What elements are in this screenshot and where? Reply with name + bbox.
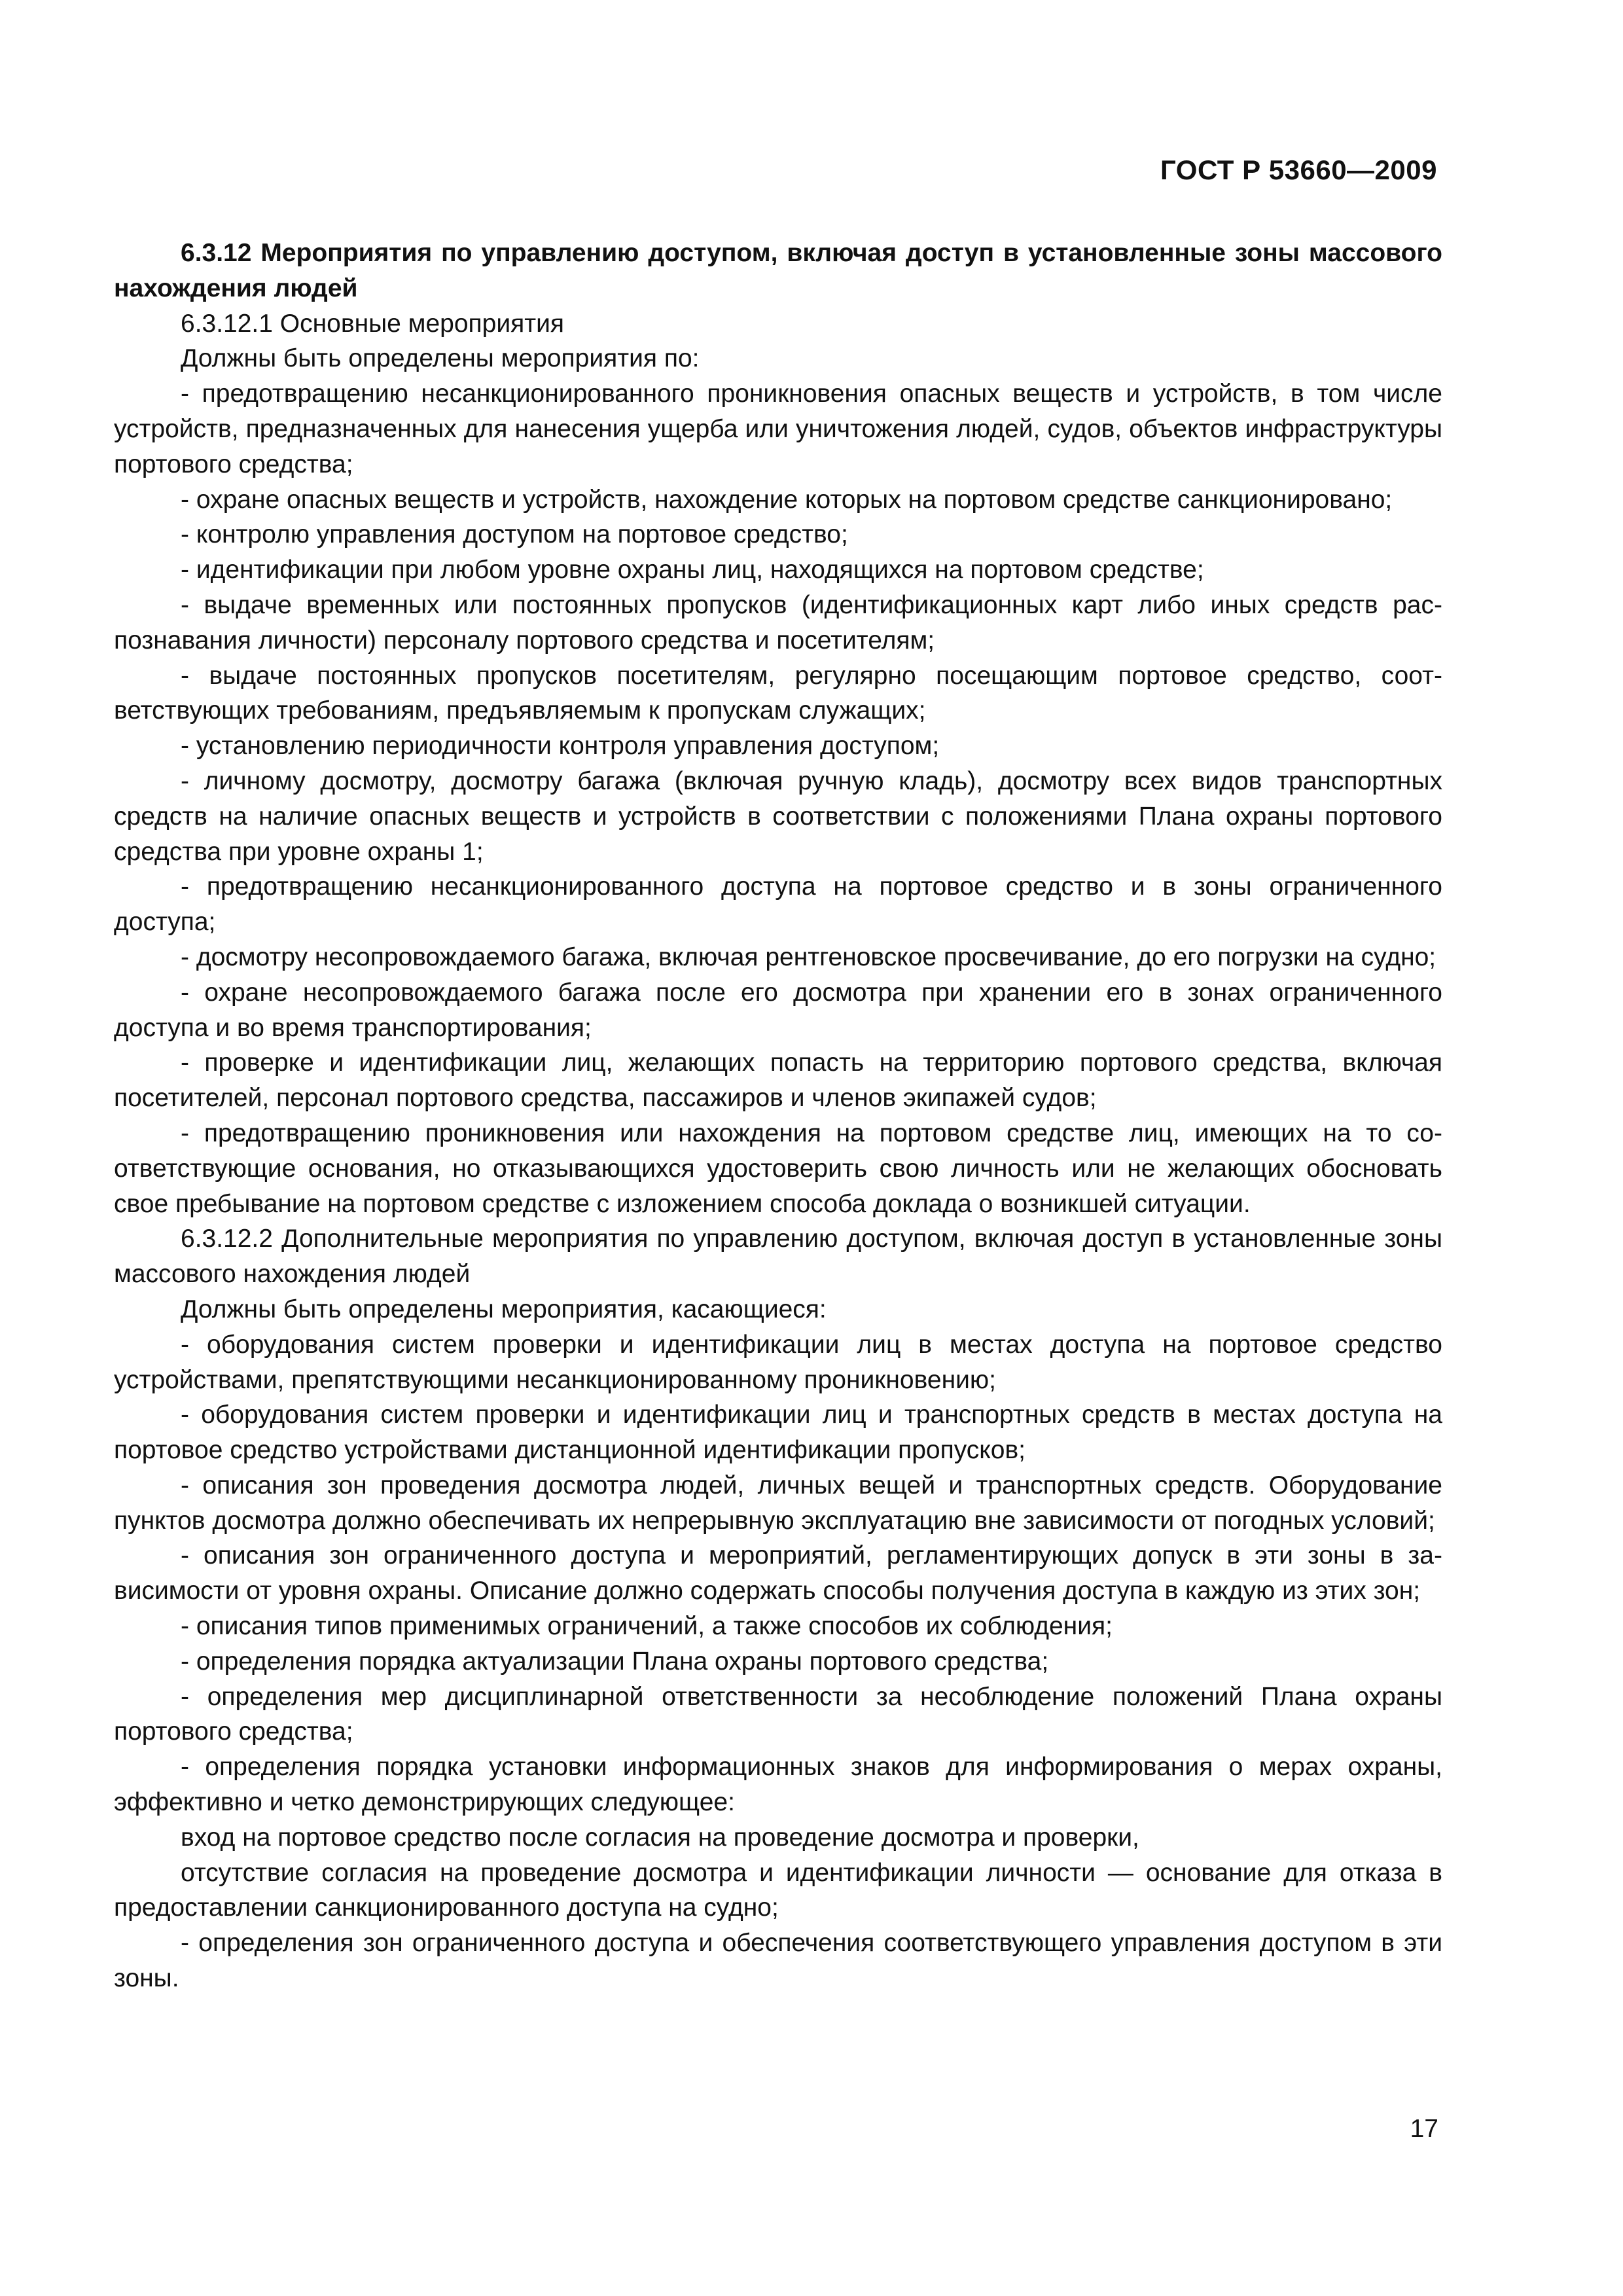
document-body: [114, 236, 1442, 1996]
body-paragraph: - описания зон проведения досмотра людей, личных вещей и транспортных средств. Оборудование пунктов досмотра должно обеспечивать их непрерывную эксплуатацию вне зависимости от погодных условий;: [114, 1471, 1442, 1535]
body-paragraph: - охране опасных веществ и устройств, нахождение которых на портовом средстве санкционировано;: [181, 485, 1393, 514]
body-paragraph: отсутствие согласия на проведение досмотра и идентификации личности — основание для отказа в предоставлении санкционированного доступа на судно;: [114, 1858, 1442, 1922]
page-number: 17: [1410, 2115, 1438, 2143]
body-paragraph: - охране несопровождаемого багажа после его досмотра при хранении его в зонах ограниченного доступа и во время транспортирования;: [114, 978, 1442, 1042]
body-paragraph: - определения зон ограниченного доступа и обеспечения соответствующего управления доступом в эти зоны.: [114, 1929, 1442, 1993]
body-paragraph: - описания зон ограниченного доступа и мероприятий, регламентирующих допуск в эти зоны в зависимости от уровня охраны. Описание должно содержать способы получения доступа в каждую из этих зон;: [114, 1541, 1442, 1605]
body-paragraph: - описания типов применимых ограничений, а также способов их соблюдения;: [181, 1612, 1113, 1641]
body-paragraph: - оборудования систем проверки и идентификации лиц и транспортных средств в местах доступа на портовое средство устройствами дистанционной идентификации пропусков;: [114, 1401, 1442, 1465]
body-paragraph: - выдаче постоянных пропусков посетителям, регулярно посещающим портовое средство, соответствующих требованиям, предъявляемым к пропускам служащих;: [114, 661, 1442, 725]
body-paragraph: 6.3.12.2 Дополнительные мероприятия по управлению доступом, включая доступ в установленные зоны массового нахождения людей: [114, 1225, 1442, 1289]
body-paragraph: - оборудования систем проверки и идентификации лиц в местах доступа на портовое средство устройствами, препятствующими несанкционированному проникновению;: [114, 1330, 1442, 1394]
body-paragraph: Должны быть определены мероприятия по:: [181, 344, 700, 373]
body-paragraph: Должны быть определены мероприятия, касающиеся:: [181, 1295, 827, 1323]
body-paragraph: - выдаче временных или постоянных пропусков (идентификационных карт либо иных средств распознавания личности) персоналу портового средства и посетителям;: [114, 590, 1442, 655]
section-heading: 6.3.12 Мероприятия по управлению доступом, включая доступ в установленные зоны массового нахождения людей: [114, 239, 1442, 302]
body-paragraph: - определения порядка актуализации Плана охраны портового средства;: [181, 1647, 1049, 1676]
document-header-id: ГОСТ Р 53660—2009: [1160, 154, 1437, 185]
body-paragraph: - установлению периодичности контроля управления доступом;: [181, 732, 940, 761]
body-paragraph: вход на портовое средство после согласия на проведение досмотра и проверки,: [181, 1823, 1139, 1852]
body-paragraph: 6.3.12.1 Основные мероприятия: [181, 309, 565, 338]
body-paragraph: - досмотру несопровождаемого багажа, включая рентгеновское просвечивание, до его погрузки на судно;: [181, 942, 1436, 971]
body-paragraph: - проверке и идентификации лиц, желающих попасть на территорию портового средства, включая посетителей, персонал портового средства, пассажиров и членов экипажей судов;: [114, 1049, 1442, 1113]
body-paragraph: - предотвращению проникновения или нахождения на портовом средстве лиц, имеющих на то соответствующие основания, но отказывающихся удостоверить свою личность или не желающих обосновать свое пребывание на портовом средстве с изложением способа доклада о возникшей ситуации.: [114, 1119, 1442, 1218]
body-paragraph: - личному досмотру, досмотру багажа (включая ручную кладь), досмотру всех видов транспортных средств на наличие опасных веществ и устройств в соответствии с положениями Плана охраны портового средства при уровне охраны 1;: [114, 766, 1442, 866]
body-paragraph: - определения мер дисциплинарной ответственности за несоблюдение положений Плана охраны портового средства;: [114, 1682, 1442, 1746]
body-paragraph: - определения порядка установки информационных знаков для информирования о мерах охраны, эффективно и четко демонстрирующих следующее:: [114, 1753, 1442, 1817]
body-paragraph: - предотвращению несанкционированного доступа на портовое средство и в зоны ограниченного доступа;: [114, 872, 1442, 937]
body-paragraph: - контролю управления доступом на портовое средство;: [181, 520, 848, 549]
body-paragraph: - идентификации при любом уровне охраны лиц, находящихся на портовом средстве;: [181, 556, 1204, 584]
body-paragraph: - предотвращению несанкционированного проникновения опасных веществ и устройств, в том числе устройств, предназначенных для нанесения ущерба или уничтожения людей, судов, объектов инфраструктуры портового средства;: [114, 380, 1442, 478]
